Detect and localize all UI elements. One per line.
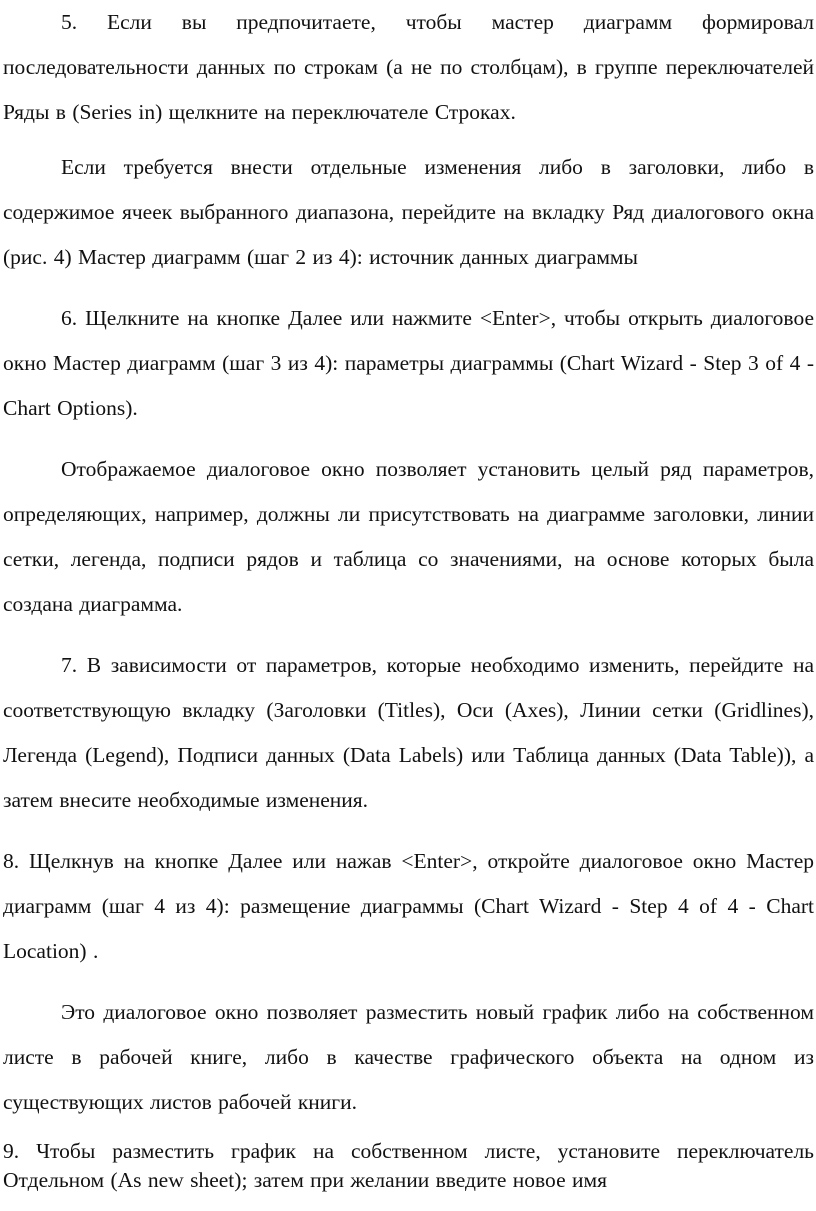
- paragraph-series-tab-note: Если требуется внести отдельные изменения либо в заголовки, либо в содержимое ячеек выбранного диапазона, перейдите на вкладку Ряд диалогового окна (рис. 4) Мастер диаграмм (шаг 2 из 4): источник данных диаграммы: [3, 155, 814, 269]
- paragraph-step-8: 8. Щелкнув на кнопке Далее или нажав <Enter>, откройте диалоговое окно Мастер диаграмм (шаг 4 из 4): размещение диаграммы (Chart Wizard - Step 4 of 4 - Chart Location) .: [3, 849, 814, 963]
- paragraph-step-9: 9. Чтобы разместить график на собственном листе, установите переключатель Отдельном (As new sheet); затем при желании введите новое имя: [3, 1139, 814, 1192]
- paragraph-step-7: 7. В зависимости от параметров, которые необходимо изменить, перейдите на соответствующую вкладку (Заголовки (Titles), Оси (Axes), Линии сетки (Gridlines), Легенда (Legend), Подписи данных (Data Labels) или Таблица данных (Data Table)), а затем внесите необходимые изменения.: [3, 653, 814, 812]
- paragraph-chart-options-note: Отображаемое диалоговое окно позволяет установить целый ряд параметров, определяющих, например, должны ли присутствовать на диаграмме заголовки, линии сетки, легенда, подписи рядов и таблица со значениями, на основе которых была создана диаграмма.: [3, 457, 814, 616]
- paragraph-step-6: 6. Щелкните на кнопке Далее или нажмите <Enter>, чтобы открыть диалоговое окно Мастер диаграмм (шаг 3 из 4): параметры диаграммы (Chart Wizard - Step 3 of 4 - Chart Options).: [3, 306, 814, 420]
- paragraph-step-5: 5. Если вы предпочитаете, чтобы мастер диаграмм формировал последовательности данных по строкам (а не по столбцам), в группе переключателей Ряды в (Series in) щелкните на переключателе Строках.: [3, 10, 814, 124]
- paragraph-chart-location-note: Это диалоговое окно позволяет разместить новый график либо на собственном листе в рабочей книге, либо в качестве графического объекта на одном из существующих листов рабочей книги.: [3, 1000, 814, 1114]
